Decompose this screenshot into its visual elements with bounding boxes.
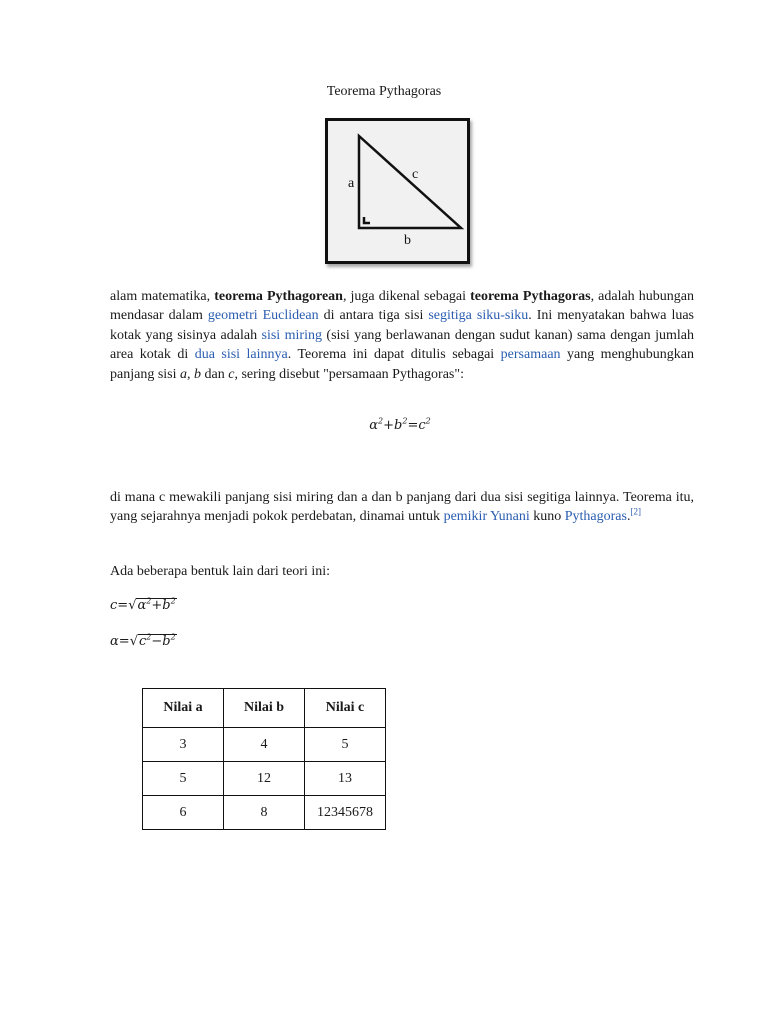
eq-term: α xyxy=(110,634,119,649)
eq-term: b xyxy=(162,598,171,613)
text: . Teorema ini dapat ditulis sebagai xyxy=(287,347,501,363)
definition-paragraph xyxy=(110,488,694,527)
table-row xyxy=(143,728,386,762)
sqrt-symbol: √ xyxy=(128,598,137,613)
text: , adalah hubungan mendasar dalam xyxy=(110,289,694,324)
page-title: Teorema Pythagoras xyxy=(326,84,442,99)
eq-term: α xyxy=(369,418,379,433)
equation-a xyxy=(110,634,177,649)
text: , sering disebut "persamaan Pythagoras": xyxy=(234,366,464,382)
pythagoras-equation xyxy=(0,418,768,433)
eq-term: c xyxy=(418,418,426,433)
exponent: 2 xyxy=(146,632,152,642)
eq-term: b xyxy=(394,418,403,433)
table-cell: 5 xyxy=(305,728,386,762)
bold-term: teorema Pythagoras xyxy=(470,289,591,304)
var-a: a xyxy=(180,366,187,382)
table-header-row xyxy=(143,689,386,728)
table-cell: 4 xyxy=(224,728,305,762)
equation-c xyxy=(110,598,177,613)
exponent: 2 xyxy=(146,596,152,606)
values-table xyxy=(142,688,386,830)
text: di antara tiga sisi xyxy=(318,308,429,324)
link-pythagoras[interactable]: Pythagoras xyxy=(564,509,627,525)
text: di mana c mewakili panjang sisi miring dan a dan b panjang dari dua sisi segitiga lainnya. Teorema itu, yang sejarahnya menjadi pokok perdebatan, dinamai untuk xyxy=(110,490,694,525)
text: kuno xyxy=(529,509,565,525)
right-angle-mark xyxy=(364,217,370,223)
eq-operator: = xyxy=(117,598,129,613)
eq-operator: + xyxy=(383,418,395,433)
eq-operator: − xyxy=(151,634,163,649)
exponent: 2 xyxy=(170,596,176,606)
text: , xyxy=(187,366,194,382)
exponent: 2 xyxy=(378,416,384,426)
bold-term: teorema Pythagorean xyxy=(214,289,343,304)
table-cell: 5 xyxy=(143,762,224,796)
var-b: b xyxy=(194,366,201,382)
table-cell: 8 xyxy=(224,796,305,830)
eq-term: α xyxy=(137,598,147,613)
link-sisi-miring[interactable]: sisi miring xyxy=(261,327,322,343)
text: (sisi yang berlawanan dengan sudut kanan) sama dengan jumlah area kotak di xyxy=(110,327,694,363)
text: , juga dikenal sebagai xyxy=(342,289,471,304)
radicand xyxy=(136,598,176,613)
triangle-figure xyxy=(325,118,470,264)
intro-paragraph xyxy=(110,287,694,384)
text: alam matematika, xyxy=(110,289,215,304)
header-nilai-a: Nilai a xyxy=(143,689,224,728)
triangle-shape xyxy=(359,136,461,228)
eq-term: c xyxy=(138,634,147,649)
link-pemikir-yunani[interactable]: pemikir Yunani xyxy=(443,509,530,525)
table-cell: 12345678 xyxy=(305,796,386,830)
side-c-label: c xyxy=(412,167,419,182)
eq-operator: = xyxy=(118,634,130,649)
link-dua-sisi-lainnya[interactable]: dua sisi lainnya xyxy=(194,347,288,363)
table-cell: 3 xyxy=(143,728,224,762)
table-cell: 12 xyxy=(224,762,305,796)
side-b-label: b xyxy=(404,233,411,248)
eq-term: b xyxy=(162,634,171,649)
table-cell: 13 xyxy=(305,762,386,796)
forms-intro: Ada beberapa bentuk lain dari teori ini: xyxy=(110,564,331,579)
text: dan xyxy=(201,366,229,382)
eq-operator: = xyxy=(407,418,419,433)
sqrt-symbol: √ xyxy=(129,634,138,649)
reference-link[interactable]: [2] xyxy=(630,506,641,517)
var-c: c xyxy=(228,366,235,382)
text: . xyxy=(626,509,631,525)
table-cell: 6 xyxy=(143,796,224,830)
radicand xyxy=(138,634,177,649)
header-nilai-c: Nilai c xyxy=(305,689,386,728)
exponent: 2 xyxy=(425,416,431,426)
right-triangle-diagram xyxy=(328,121,467,261)
text: yang menghubungkan panjang sisi xyxy=(110,347,694,382)
header-nilai-b: Nilai b xyxy=(224,689,305,728)
link-geometri-euclidean[interactable]: geometri Euclidean xyxy=(207,308,319,324)
link-segitiga-siku-siku[interactable]: segitiga siku-siku xyxy=(428,308,529,324)
text: . Ini menyatakan bahwa luas kotak yang sisinya adalah xyxy=(110,308,695,343)
table-row xyxy=(143,796,386,830)
eq-operator: + xyxy=(151,598,163,613)
exponent: 2 xyxy=(402,416,408,426)
side-a-label: a xyxy=(348,176,355,191)
exponent: 2 xyxy=(170,632,176,642)
eq-term: c xyxy=(110,598,118,613)
table-row xyxy=(143,762,386,796)
link-persamaan[interactable]: persamaan xyxy=(500,347,561,363)
